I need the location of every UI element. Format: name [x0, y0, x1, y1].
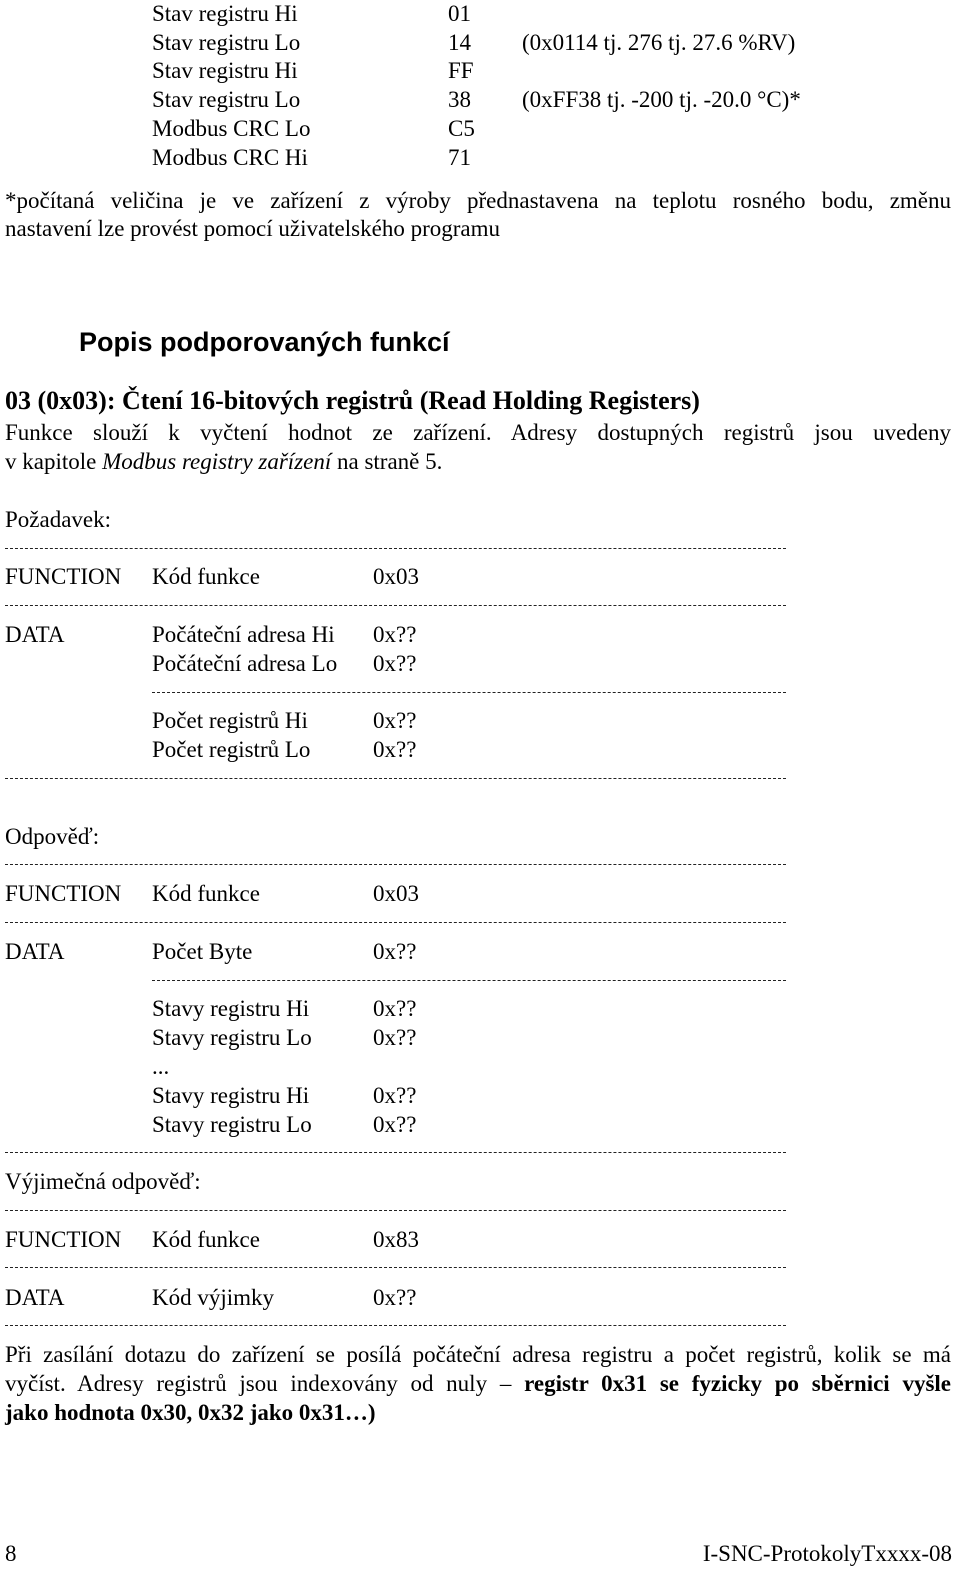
register-note: (0x0114 tj. 276 tj. 27.6 %RV) — [522, 30, 796, 55]
field-name: FUNCTION — [5, 1227, 122, 1252]
register-label: Stav registru Hi — [152, 58, 298, 83]
register-value: 38 — [448, 87, 471, 112]
dashed-divider — [5, 1267, 786, 1268]
field-value: 0x?? — [373, 1285, 417, 1310]
field-value: 0x?? — [373, 737, 417, 762]
register-label: Modbus CRC Hi — [152, 145, 308, 170]
register-label: Modbus CRC Lo — [152, 116, 311, 141]
field-description: Stavy registru Lo — [152, 1025, 312, 1050]
dashed-divider — [5, 778, 786, 779]
register-label: Stav registru Hi — [152, 1, 298, 26]
note-line: Při zasílání dotazu do zařízení se posílá počáteční adresa registru a počet registrů, kolik se má — [5, 1342, 951, 1367]
ellipsis-row: ... — [152, 1054, 170, 1079]
response-label: Odpověď: — [5, 824, 100, 849]
chapter-reference: Modbus registry zařízení — [102, 449, 332, 474]
field-value: 0x?? — [373, 1112, 417, 1137]
note-line — [5, 1372, 951, 1395]
field-description: Stavy registru Hi — [152, 1083, 310, 1108]
field-description: Počáteční adresa Hi — [152, 622, 335, 647]
note-emphasis: registr 0x31 se fyzicky po sběrnici vyšle — [524, 1371, 951, 1396]
dashed-divider — [5, 864, 786, 865]
register-label: Stav registru Lo — [152, 87, 301, 112]
register-value: 01 — [448, 1, 471, 26]
register-value: 71 — [448, 145, 471, 170]
intro-line — [5, 450, 442, 473]
dashed-divider — [5, 922, 786, 923]
field-value: 0x?? — [373, 939, 417, 964]
register-value: 14 — [448, 30, 471, 55]
intro-text: na straně 5. — [331, 449, 443, 474]
register-value: FF — [448, 58, 474, 83]
dashed-divider — [5, 605, 786, 606]
dashed-divider — [5, 1152, 786, 1153]
intro-text: v kapitole — [5, 449, 103, 474]
field-description: Kód výjimky — [152, 1285, 275, 1310]
dashed-divider — [152, 692, 786, 693]
exception-label: Výjimečná odpověď: — [5, 1169, 201, 1194]
note-text: vyčíst. Adresy registrů jsou indexovány od nuly – — [5, 1371, 525, 1396]
field-description: Počet registrů Hi — [152, 708, 308, 733]
footnote-line: nastavení lze provést pomocí uživatelského programu — [5, 216, 500, 241]
field-name: DATA — [5, 939, 65, 964]
function-heading: 03 (0x03): Čtení 16-bitových registrů (Read Holding Registers) — [5, 386, 700, 415]
field-value: 0x03 — [373, 564, 419, 589]
field-description: Kód funkce — [152, 881, 260, 906]
field-description: Počet Byte — [152, 939, 253, 964]
footnote-line: *počítaná veličina je ve zařízení z výroby přednastavena na teplotu rosného bodu, změnu — [5, 188, 951, 213]
dashed-divider — [5, 548, 786, 549]
dashed-divider — [5, 1325, 786, 1326]
register-note: (0xFF38 tj. -200 tj. -20.0 °C)* — [522, 87, 801, 112]
intro-line: Funkce slouží k vyčtení hodnot ze zařízení. Adresy dostupných registrů jsou uvedeny — [5, 420, 951, 445]
field-description: Počáteční adresa Lo — [152, 651, 338, 676]
field-name: FUNCTION — [5, 881, 122, 906]
field-description: Kód funkce — [152, 1227, 260, 1252]
note-emphasis: jako hodnota 0x30, 0x32 jako 0x31…) — [5, 1400, 376, 1425]
dashed-divider — [5, 1210, 786, 1211]
page-number: 8 — [5, 1541, 17, 1566]
field-name: FUNCTION — [5, 564, 122, 589]
field-value: 0x?? — [373, 651, 417, 676]
field-description: Počet registrů Lo — [152, 737, 311, 762]
document-id: I-SNC-ProtokolyTxxxx-08 — [702, 1541, 952, 1566]
field-value: 0x?? — [373, 622, 417, 647]
field-name: DATA — [5, 622, 65, 647]
field-description: Stavy registru Lo — [152, 1112, 312, 1137]
field-value: 0x?? — [373, 708, 417, 733]
field-value: 0x?? — [373, 996, 417, 1021]
request-label: Požadavek: — [5, 507, 112, 532]
register-value: C5 — [448, 116, 475, 141]
section-title: Popis podporovaných funkcí — [79, 327, 450, 357]
field-value: 0x03 — [373, 881, 419, 906]
field-description: Kód funkce — [152, 564, 260, 589]
dashed-divider — [152, 980, 786, 981]
field-value: 0x?? — [373, 1025, 417, 1050]
field-value: 0x?? — [373, 1083, 417, 1108]
field-name: DATA — [5, 1285, 65, 1310]
field-description: Stavy registru Hi — [152, 996, 310, 1021]
field-value: 0x83 — [373, 1227, 419, 1252]
register-label: Stav registru Lo — [152, 30, 301, 55]
